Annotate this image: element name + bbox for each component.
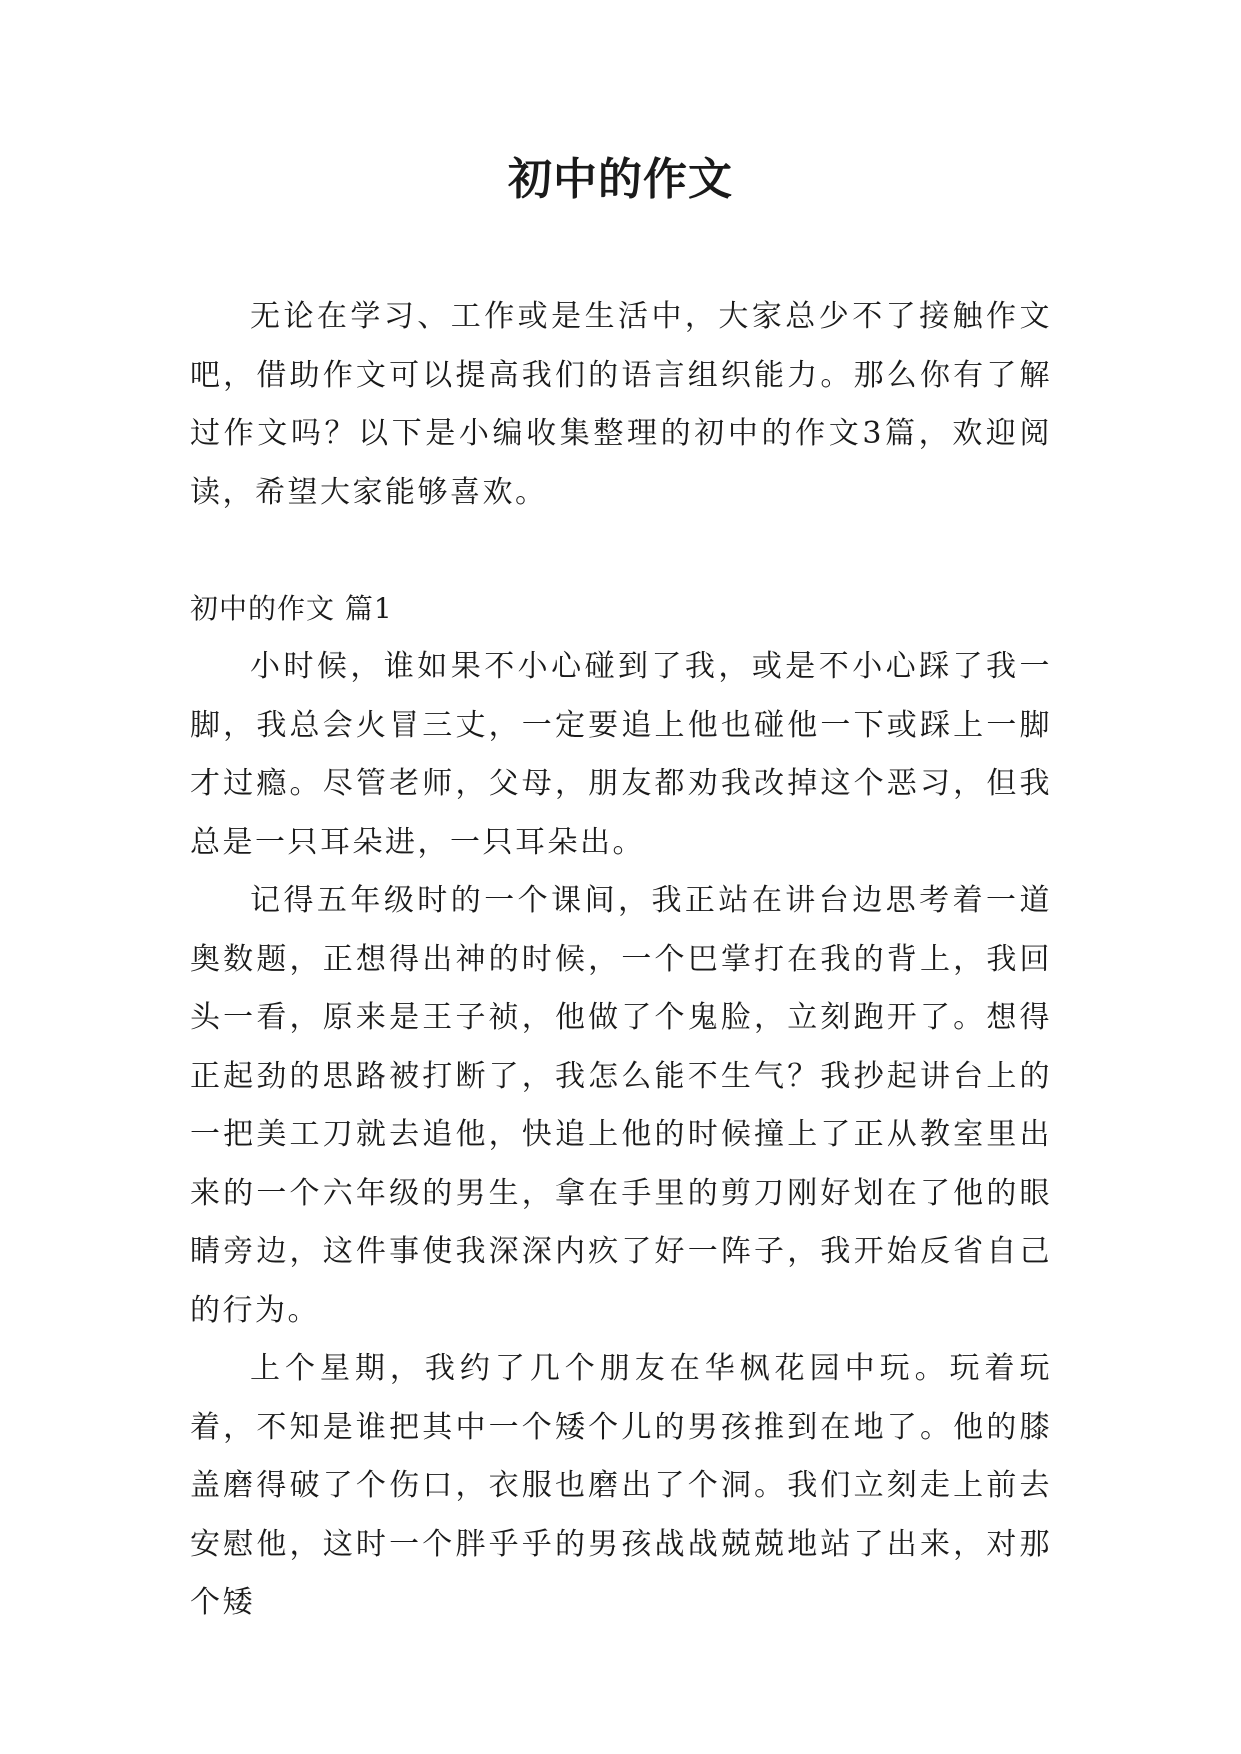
body-paragraph-3: 上个星期，我约了几个朋友在华枫花园中玩。玩着玩着，不知是谁把其中一个矮个儿的男孩推到在地了。他的膝盖磨得破了个伤口，衣服也磨出了个洞。我们立刻走上前去安慰他，这时一个胖乎乎的男孩战战兢兢地站了出来，对那个矮 bbox=[190, 1351, 1052, 1620]
document-title: 初中的作文 bbox=[508, 154, 733, 205]
section-heading: 初中的作文 篇1 bbox=[190, 592, 393, 625]
document-body bbox=[190, 288, 1052, 1633]
section-gap bbox=[190, 522, 1052, 580]
intro-paragraph: 无论在学习、工作或是生活中，大家总少不了接触作文吧，借助作文可以提高我们的语言组织能力。那么你有了解过作文吗？以下是小编收集整理的初中的作文3篇，欢迎阅读，希望大家能够喜欢。 bbox=[190, 299, 1052, 510]
body-paragraph-2: 记得五年级时的一个课间，我正站在讲台边思考着一道奥数题，正想得出神的时候，一个巴掌打在我的背上，我回头一看，原来是王子祯，他做了个鬼脸，立刻跑开了。想得正起劲的思路被打断了，我怎么能不生气？我抄起讲台上的一把美工刀就去追他，快追上他的时候撞上了正从教室里出来的一个六年级的男生，拿在手里的剪刀刚好划在了他的眼睛旁边，这件事使我深深内疚了好一阵子，我开始反省自己的行为。 bbox=[190, 883, 1052, 1328]
body-paragraph-1: 小时候，谁如果不小心碰到了我，或是不小心踩了我一脚，我总会火冒三丈，一定要追上他也碰他一下或踩上一脚才过瘾。尽管老师，父母，朋友都劝我改掉这个恶习，但我总是一只耳朵进，一只耳朵出。 bbox=[190, 649, 1052, 860]
